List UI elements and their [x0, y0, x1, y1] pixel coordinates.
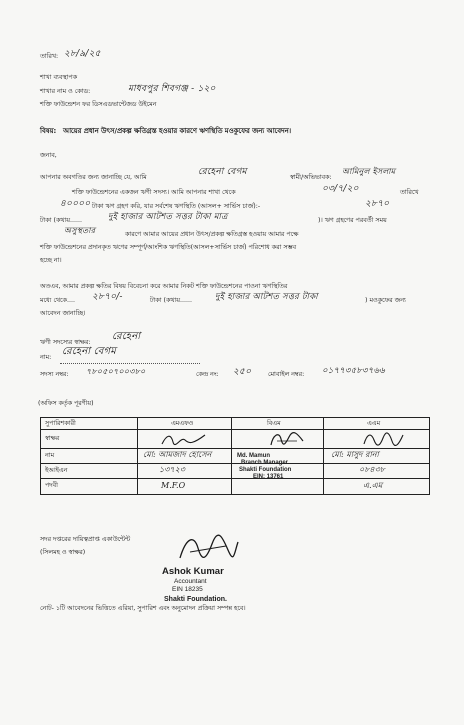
row-label-signature: স্বাক্ষর — [45, 435, 60, 442]
header-bm: বিএম — [267, 420, 281, 427]
table-col-divider — [137, 418, 138, 494]
office-table — [40, 417, 430, 495]
name-underline — [60, 363, 200, 364]
body-line-8: অতএব, আমার প্রকল্প ক্ষতির বিষয় বিবেচনা করে আমার নিকট শক্তি ফাউন্ডেশনের পাওনা ঋণস্থিতির — [40, 283, 288, 290]
footnote: নোট- ১টি আবেদনের ভিত্তিতে এরিয়া, সুপারিশ এবং অনুমোদন প্রক্রিয়া সম্পন্ন হবে। — [40, 605, 246, 612]
subject-label: বিষয়: — [40, 127, 57, 135]
row-label-name: নাম — [45, 452, 55, 459]
member-signature-label: ঋণী সদস্যের স্বাক্ষর: — [40, 339, 91, 346]
row-label-ein: ইআইএন — [45, 467, 68, 474]
bm-stamp-org: Shakti Foundation — [239, 467, 292, 473]
organization-name: শক্তি ফাউন্ডেশন ফর ডিসএডভান্টেজড উইমেন — [40, 101, 157, 108]
accountant-stamp-org: Shakti Foundation. — [164, 596, 227, 603]
am-name: মো: মাসুদ রানা — [331, 450, 379, 459]
mobile-value: ০১৭৭৩৫৮৩৭৬৬ — [322, 366, 385, 376]
bm-stamp-title: Branch Manager — [241, 460, 289, 466]
date-label: তারিখ: — [40, 53, 59, 60]
body-line-9a: মধ্যে থেকে.... — [40, 297, 75, 304]
body-line-1b: স্বামী/অভিভাবক: — [290, 174, 332, 181]
center-value: ২৫০ — [233, 367, 252, 377]
table-col-divider — [323, 418, 324, 494]
body-line-6: শক্তি ফাউন্ডেশনের প্রদানকৃত ঋণের সম্পূর্ণ/আংশিক ঋণস্থিতি(আসল+সার্ভিস চার্জ) পরিশোধ করা সম্ভব — [40, 244, 297, 251]
waiver-words-field: দুই হাজার আটশত সত্তর টাকা — [215, 292, 318, 302]
waiver-amount-field: ২৮৭০/- — [92, 292, 123, 302]
accountant-stamp-ein: EIN 18235 — [172, 586, 203, 593]
loan-amount-field: ৪০০০০ — [60, 199, 91, 209]
body-line-1a: আপনার অবগতির জন্য জানাচ্ছি যে, আমি — [40, 174, 147, 181]
body-line-5: কারণে আমার আয়ের প্রধান উৎস/প্রকল্প ক্ষতিগ্রস্ত হওয়ায় আমার পক্ষে — [125, 231, 299, 238]
header-recommender: সুপারিশকারী — [45, 420, 76, 427]
branch-value: মাধবপুর শিবগঞ্জ - ১২০ — [128, 84, 216, 94]
applicant-name-field: রেহেনা বেগম — [198, 167, 247, 177]
am-ein: ০৮৪৩৮ — [359, 465, 385, 474]
salutation: জনাব, — [40, 152, 57, 159]
header-mfo: এমএফও — [171, 420, 194, 427]
member-name-value: রেহেনা বেগম — [62, 346, 117, 357]
header-am: এএম — [367, 420, 381, 427]
reason-field: অসুস্থতার — [64, 226, 96, 235]
am-signature-mark — [361, 429, 405, 449]
am-designation: এ.এম — [363, 481, 383, 490]
balance-words-field: দুই হাজার আটশত সত্তর টাকা মাত্র — [108, 212, 228, 222]
body-line-4b: )। ঋণ গ্রহণের পরবর্তী সময় — [318, 217, 387, 224]
loan-date-field: ০৩/৭/২০ — [322, 184, 359, 194]
mfo-designation: M.F.O — [161, 481, 186, 490]
center-label: কেন্দ্র নং: — [196, 371, 219, 378]
mfo-ein: ১৩৭২৩ — [159, 465, 185, 474]
guardian-field: আমিনুল ইসলাম — [342, 167, 396, 176]
accountant-stamp-name: Ashok Kumar — [162, 566, 224, 577]
bm-signature-mark — [267, 429, 307, 449]
accountant-line-1: সদর দপ্তরের দায়িত্বপ্রাপ্ত একাউন্টেন্ট — [40, 536, 131, 543]
table-row-divider — [41, 463, 429, 464]
accountant-stamp-title: Accountant — [174, 578, 207, 585]
mfo-signature-mark — [159, 430, 209, 448]
balance-field: ২৮৭০ — [365, 199, 390, 209]
body-line-9b: টাকা (কথায়...... — [150, 297, 192, 304]
body-line-2a: শক্তি ফাউন্ডেশনের একজন ঋণী সদস্য। আমি আপনার শাখা থেকে — [72, 189, 236, 196]
body-line-9c: ) মওকুফের জন্য — [365, 297, 406, 304]
mobile-label: মোবাইল নম্বর: — [268, 371, 305, 378]
bm-stamp-ein: EIN: 13761 — [253, 474, 284, 480]
branch-label: শাখার নাম ও কোড: — [40, 88, 91, 95]
recipient: শাখা ব্যবস্থাপক — [40, 74, 78, 81]
office-section-label: (অফিস কর্তৃক পূরণীয়) — [38, 400, 94, 407]
bm-stamp-name: Md. Mamun — [237, 453, 270, 459]
body-line-3a: টাকা ঋণ গ্রহণ করি, যার সর্বশেষ ঋণস্থিতি (আসল+ সার্ভিস চার্জ):- — [92, 203, 261, 210]
member-signature: রেহেনা — [112, 331, 141, 342]
body-line-10: আবেদন জানাচ্ছি। — [40, 310, 86, 317]
mfo-name: মো: আমজাদ হোসেন — [143, 450, 212, 459]
date-value: ২৮/৯/২৫ — [64, 49, 101, 59]
accountant-signature-mark — [176, 532, 240, 564]
member-number-value: ৭৮০৫০৭০০৩৮০ — [86, 367, 146, 376]
body-line-4a: টাকা (কথায়...... — [40, 217, 82, 224]
subject-text: আয়ের প্রধান উৎস/প্রকল্প ক্ষতিগ্রস্ত হওয়ার কারণে ঋণস্থিতি মওকুফের জন্য আবেদন। — [63, 127, 292, 135]
row-label-designation: পদবী — [45, 482, 58, 489]
accountant-line-2: (সিলমহ ও স্বাক্ষর) — [40, 549, 86, 556]
body-line-2b: তারিখে — [400, 189, 419, 196]
member-name-label: নাম: — [40, 354, 52, 361]
member-number-label: সদস্য নম্বর: — [40, 371, 69, 378]
body-line-7: হচ্ছে না। — [40, 257, 62, 264]
table-row-divider — [41, 478, 429, 479]
table-col-divider — [231, 418, 232, 494]
